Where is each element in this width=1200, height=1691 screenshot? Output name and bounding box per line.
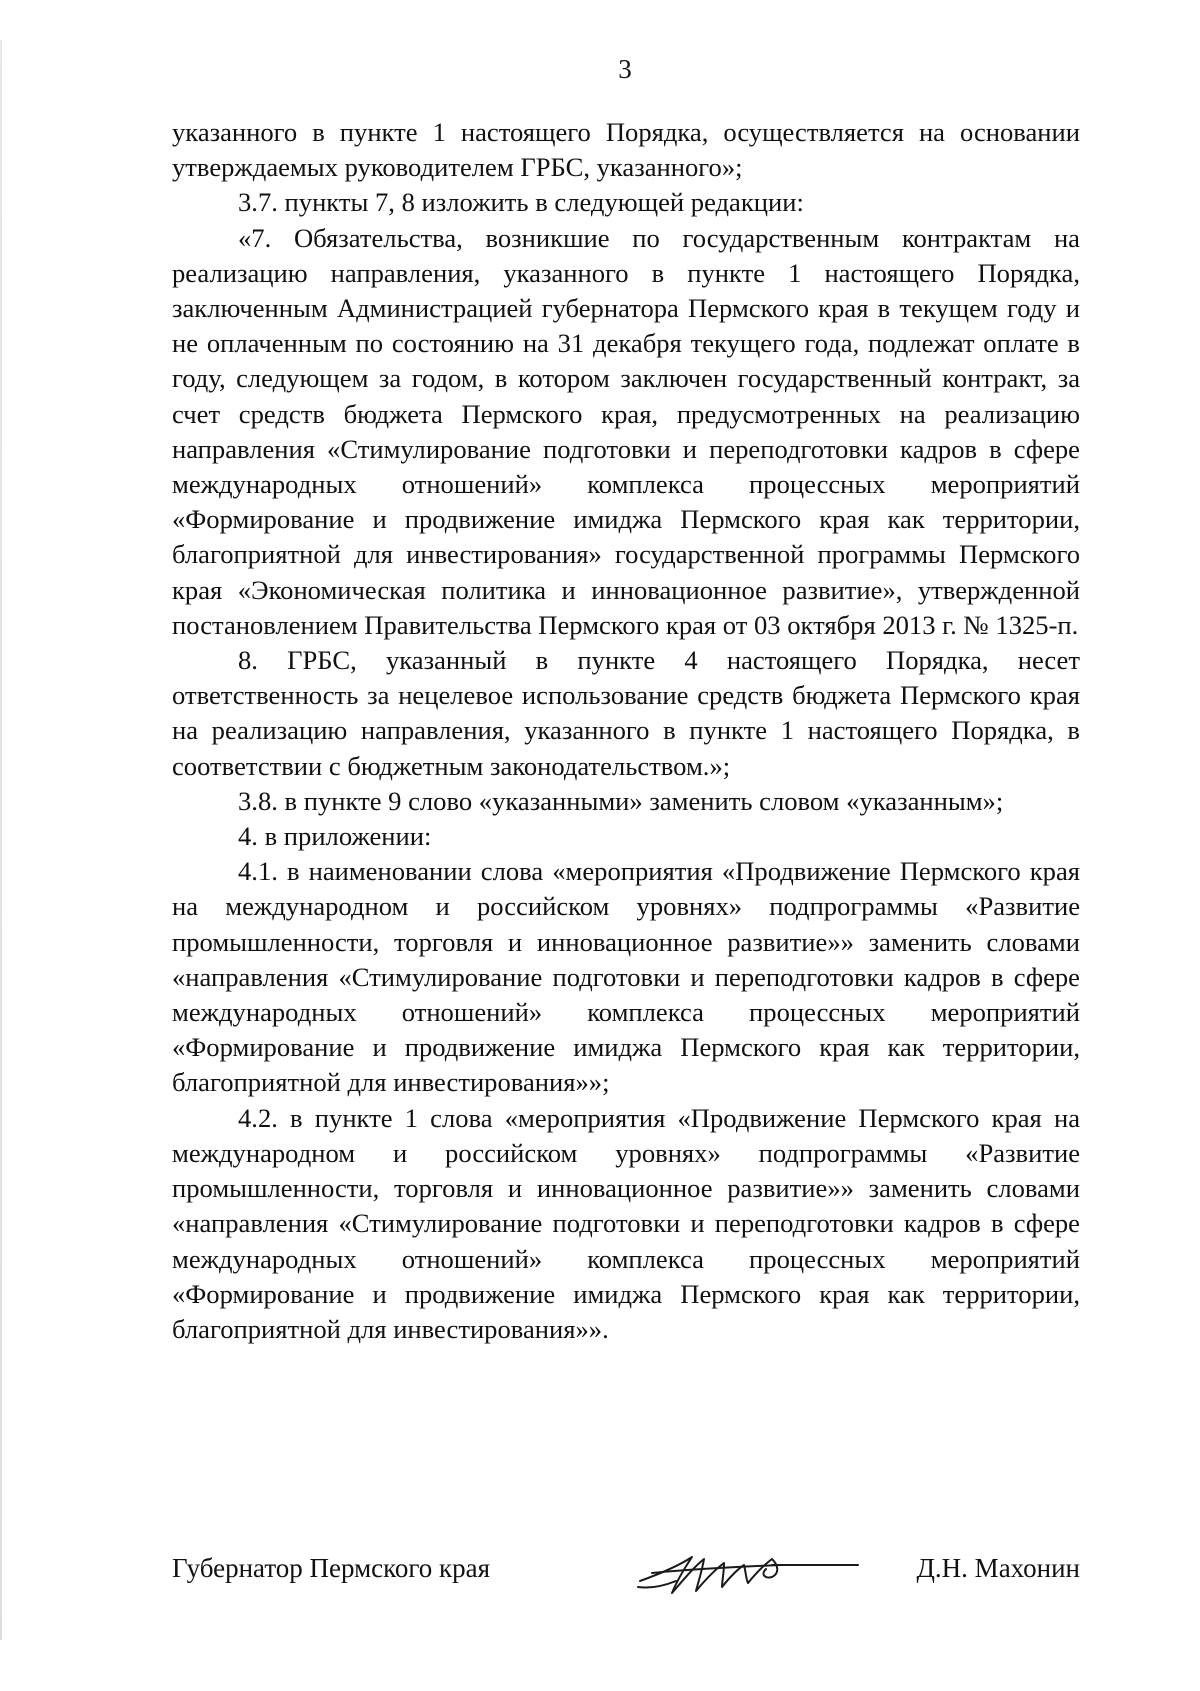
scan-edge-line bbox=[0, 40, 2, 1640]
paragraph-4-1: 4.1. в наименовании слова «мероприятия «Продвижение Пермского края на международном и российском уровнях» подпрограммы «Развитие промышленности, торговля и инновационное развитие»» заменить словами «направления «Стимулирование подготовки и переподготовки кадров в сфере международных отношений» комплекса процессных мероприятий «Формирование и продвижение имиджа Пермского края как территории, благоприятной для инвестирования»»; bbox=[172, 856, 1080, 1098]
signatory-position: Губернатор Пермского края bbox=[172, 1553, 491, 1583]
document-body bbox=[172, 115, 1080, 1347]
page-number: 3 bbox=[618, 54, 632, 84]
paragraph-4-2: 4.2. в пункте 1 слова «мероприятия «Продвижение Пермского края на международном и российском уровнях» подпрограммы «Развитие промышленности, торговля и инновационное развитие»» заменить словами «направления «Стимулирование подготовки и переподготовки кадров в сфере международных отношений» комплекса процессных мероприятий «Формирование и продвижение имиджа Пермского края как территории, благоприятной для инвестирования»». bbox=[172, 1102, 1080, 1344]
paragraph-3-7: 3.7. пункты 7, 8 изложить в следующей редакции: bbox=[238, 187, 804, 218]
paragraph-continuation: указанного в пункте 1 настоящего Порядка, осуществляется на основании утверждаемых руководителем ГРБС, указанного»; bbox=[172, 117, 1080, 183]
signatory-name: Д.Н. Махонин bbox=[916, 1553, 1080, 1583]
signature-block bbox=[172, 1553, 1080, 1613]
paragraph-3-8: 3.8. в пункте 9 слово «указанными» заменить словом «указанным»; bbox=[238, 785, 1004, 816]
paragraph-item-7: «7. Обязательства, возникшие по государственным контрактам на реализацию направления, указанного в пункте 1 настоящего Порядка, заключенным Администрацией губернатора Пермского края в текущем году и не оплаченным по состоянию на 31 декабря текущего года, подлежат оплате в году, следующем за годом, в котором заключен государственный контракт, за счет средств бюджета Пермского края, предусмотренных на реализацию направления «Стимулирование подготовки и переподготовки кадров в сфере международных отношений» комплекса процессных мероприятий «Формирование и продвижение имиджа Пермского края как территории, благоприятной для инвестирования» государственной программы Пермского края «Экономическая политика и инновационное развитие», утвержденной постановлением Правительства Пермского края от 03 октября 2013 г. № 1325-п. bbox=[172, 222, 1080, 640]
paragraph-item-8: 8. ГРБС, указанный в пункте 4 настоящего Порядка, несет ответственность за нецелевое использование средств бюджета Пермского края на реализацию направления, указанного в пункте 1 настоящего Порядка, в соответствии с бюджетным законодательством.»; bbox=[172, 645, 1080, 781]
handwritten-signature bbox=[632, 1543, 862, 1603]
paragraph-4: 4. в приложении: bbox=[238, 821, 432, 852]
